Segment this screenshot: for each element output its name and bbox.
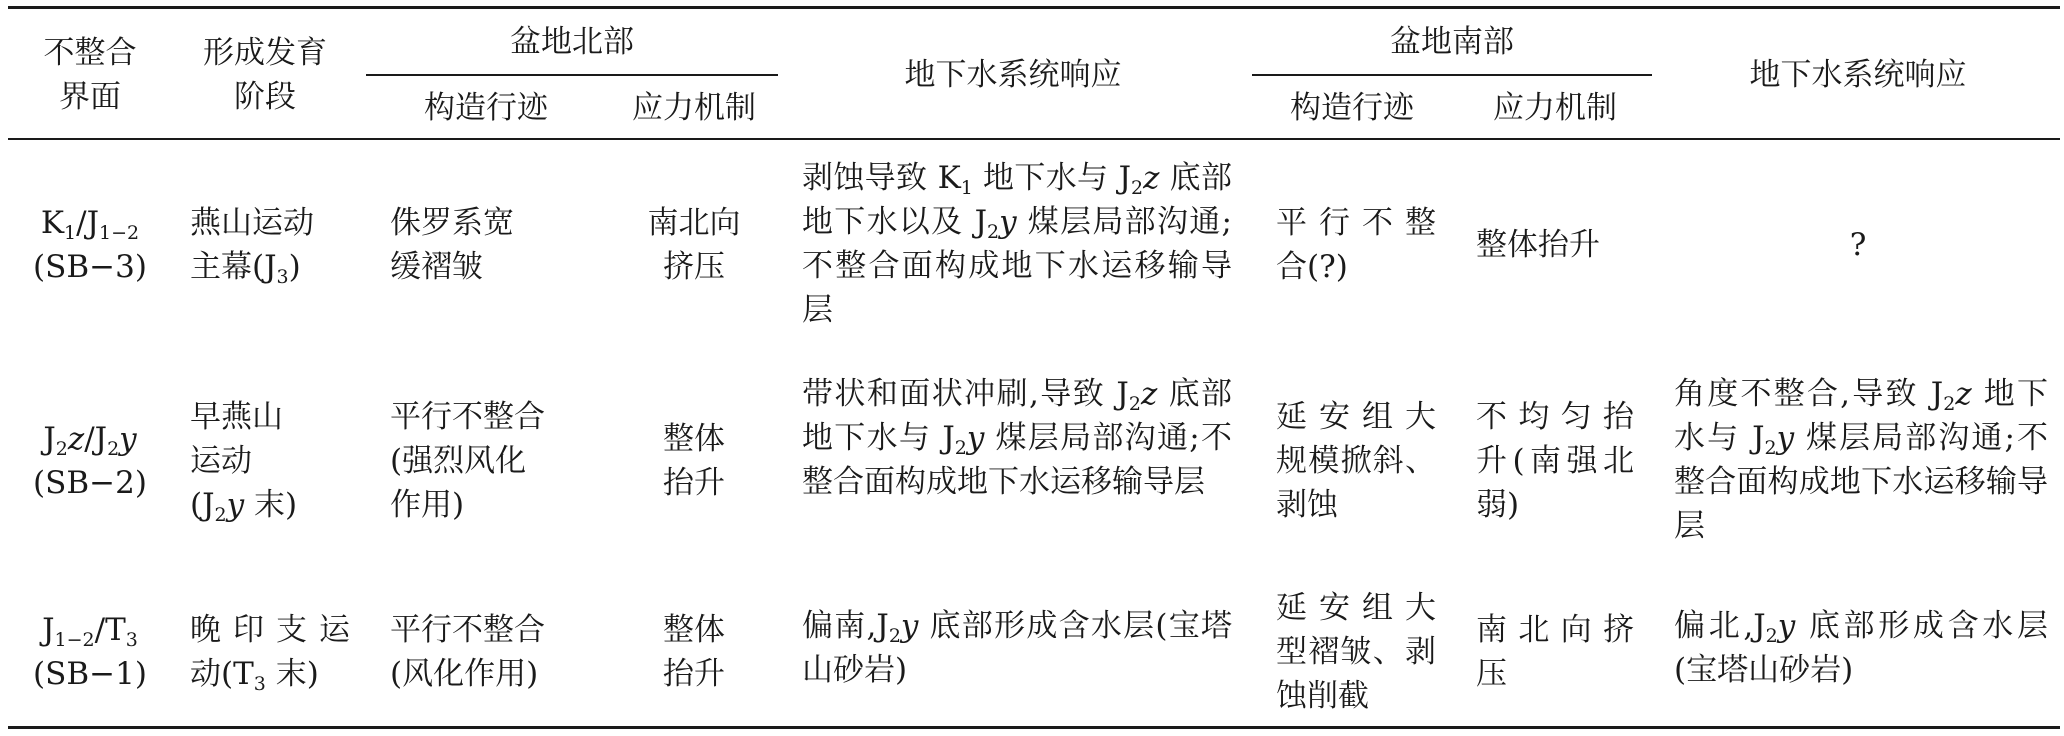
- header-stage-line2: 阶段: [234, 79, 296, 115]
- row3-south-stress-line2: 压: [1476, 656, 1507, 692]
- row1-stage-line2: 主幕$(J_3)$: [190, 249, 301, 288]
- row2-north-struct-line3: 作用): [390, 487, 465, 523]
- row2-stage: [190, 366, 350, 556]
- header-south-stress: 应力机制: [1493, 90, 1617, 126]
- row2-north-stress: [610, 366, 778, 556]
- row2-north-stress-line2: 抬升: [663, 465, 725, 501]
- row2-south-struct: [1276, 366, 1436, 556]
- row3-south-response: [1674, 604, 2048, 692]
- header-north-stress: 应力机制: [632, 90, 756, 126]
- header-stage-line1: 形成发育: [203, 35, 327, 71]
- row1-interface-code: (SB−3): [33, 249, 147, 285]
- top-rule: [8, 6, 2060, 9]
- row3-north-struct-line1: 平行不整合: [390, 612, 545, 648]
- header-south-response-text: 地下水系统响应: [1749, 57, 1967, 93]
- row3-north-response-text: 偏南$,J_2y$ 底部形成含水层(宝塔山砂岩): [802, 608, 1232, 688]
- header-south-response: [1660, 14, 2056, 136]
- bottom-rule: [8, 726, 2060, 729]
- row2-south-response: [1674, 372, 2048, 548]
- row3-stage-line2: 动($T_3$ 末): [190, 656, 319, 695]
- row2-north-response-text: 带状和面状冲刷,导致 $J_2z$ 底部地下水与 $J_2y$ 煤层局部沟通;不整合面构成地下水运移输导层: [802, 376, 1232, 500]
- row2-north-struct: [390, 366, 590, 556]
- row2-north-response: [802, 372, 1232, 504]
- header-interface-line1: 不整合: [43, 35, 137, 71]
- row3-north-stress-line1: 整体: [663, 612, 725, 648]
- header-north-group: 盆地北部: [510, 24, 634, 60]
- row1-south-stress: [1476, 150, 1652, 340]
- header-interface: [10, 14, 170, 136]
- row1-north-stress: [610, 150, 778, 340]
- header-north-struct: 构造行迹: [424, 90, 548, 126]
- row3-south-struct: [1276, 582, 1436, 722]
- row3-south-struct-line1: 延安组大: [1276, 590, 1436, 626]
- row1-south-struct-line2: 合(?): [1276, 249, 1348, 285]
- header-north-response-text: 地下水系统响应: [904, 57, 1122, 93]
- row3-south-stress: [1476, 582, 1634, 722]
- row2-south-response-text: 角度不整合,导致 $J_2z$ 地下水与 $J_2y$ 煤层局部沟通;不整合面构成地下水运移输导层: [1674, 376, 2048, 544]
- row3-interface: [10, 582, 170, 722]
- header-south-struct: 构造行迹: [1290, 90, 1414, 126]
- row3-interface-symbol: $J_{1-2}/T_3$: [42, 612, 138, 651]
- row2-north-struct-line1: 平行不整合: [390, 399, 545, 435]
- row3-stage-line1: 晚印支运: [190, 612, 350, 648]
- row1-north-response-text: 剥蚀导致 $K_1$ 地下水与 $J_2z$ 底部地下水以及 $J_2y$ 煤层局部沟通;不整合面构成地下水运移输导层: [802, 160, 1233, 328]
- row2-interface-code: (SB−2): [33, 465, 147, 501]
- row3-stage: [190, 582, 350, 722]
- row2-north-stress-line1: 整体: [663, 421, 725, 457]
- row3-south-struct-line2: 型褶皱、剥: [1276, 634, 1436, 670]
- row2-interface-symbol: $J_2z/J_2y$: [43, 421, 137, 460]
- row1-south-struct-line1: 平行不整: [1276, 205, 1436, 241]
- row1-north-struct-line1: 侏罗系宽: [390, 205, 514, 241]
- header-stage: [180, 14, 350, 136]
- row3-south-stress-line1: 南北向挤: [1476, 612, 1634, 648]
- row3-south-struct-line3: 蚀削截: [1276, 678, 1369, 714]
- row2-south-stress: [1476, 366, 1634, 556]
- row2-interface: [10, 366, 170, 556]
- row1-stage: [190, 150, 350, 340]
- row1-north-struct-line2: 缓褶皱: [390, 249, 483, 285]
- row2-stage-line2: 运动: [190, 443, 252, 479]
- row1-south-stress-line1: 整体抬升: [1476, 227, 1600, 263]
- row1-south-response-text: ?: [1849, 227, 1867, 263]
- row1-interface-symbol: $K_1/J_{1-2}$: [40, 205, 140, 244]
- header-interface-line2: 界面: [59, 79, 121, 115]
- row2-stage-line3: ($J_2y$ 末): [190, 487, 298, 526]
- row1-north-stress-line1: 南北向: [647, 205, 741, 241]
- row3-north-struct: [390, 582, 590, 722]
- row2-south-struct-line2: 规模掀斜、: [1276, 443, 1436, 479]
- row3-north-struct-line2: (风化作用): [390, 656, 539, 692]
- header-bottom-rule: [8, 138, 2060, 140]
- row1-north-response: [802, 156, 1232, 332]
- south-group-rule: [1252, 74, 1652, 76]
- row2-south-stress-line1: 不均匀抬: [1476, 399, 1634, 435]
- row3-south-response-text: 偏北$,J_2y$ 底部形成含水层(宝塔山砂岩): [1674, 608, 2048, 688]
- row2-south-struct-line3: 剥蚀: [1276, 487, 1338, 523]
- row1-north-stress-line2: 挤压: [663, 249, 725, 285]
- header-north-response: [788, 14, 1238, 136]
- row2-south-stress-line3: 弱): [1476, 487, 1520, 523]
- row2-north-struct-line2: (强烈风化: [390, 443, 527, 479]
- header-south-group: 盆地南部: [1390, 24, 1514, 60]
- row2-south-stress-line2: 升(南强北: [1476, 443, 1634, 479]
- north-group-rule: [366, 74, 778, 76]
- row1-south-struct: [1276, 150, 1436, 340]
- row1-south-response: [1660, 150, 2056, 340]
- row3-north-response: [802, 604, 1232, 692]
- row1-stage-line1: 燕山运动: [190, 205, 314, 241]
- row2-stage-line1: 早燕山: [190, 399, 283, 435]
- row2-south-struct-line1: 延安组大: [1276, 399, 1436, 435]
- row3-north-stress: [610, 582, 778, 722]
- row3-interface-code: (SB−1): [33, 656, 147, 692]
- row1-north-struct: [390, 150, 590, 340]
- row3-north-stress-line2: 抬升: [663, 656, 725, 692]
- row1-interface: [10, 150, 170, 340]
